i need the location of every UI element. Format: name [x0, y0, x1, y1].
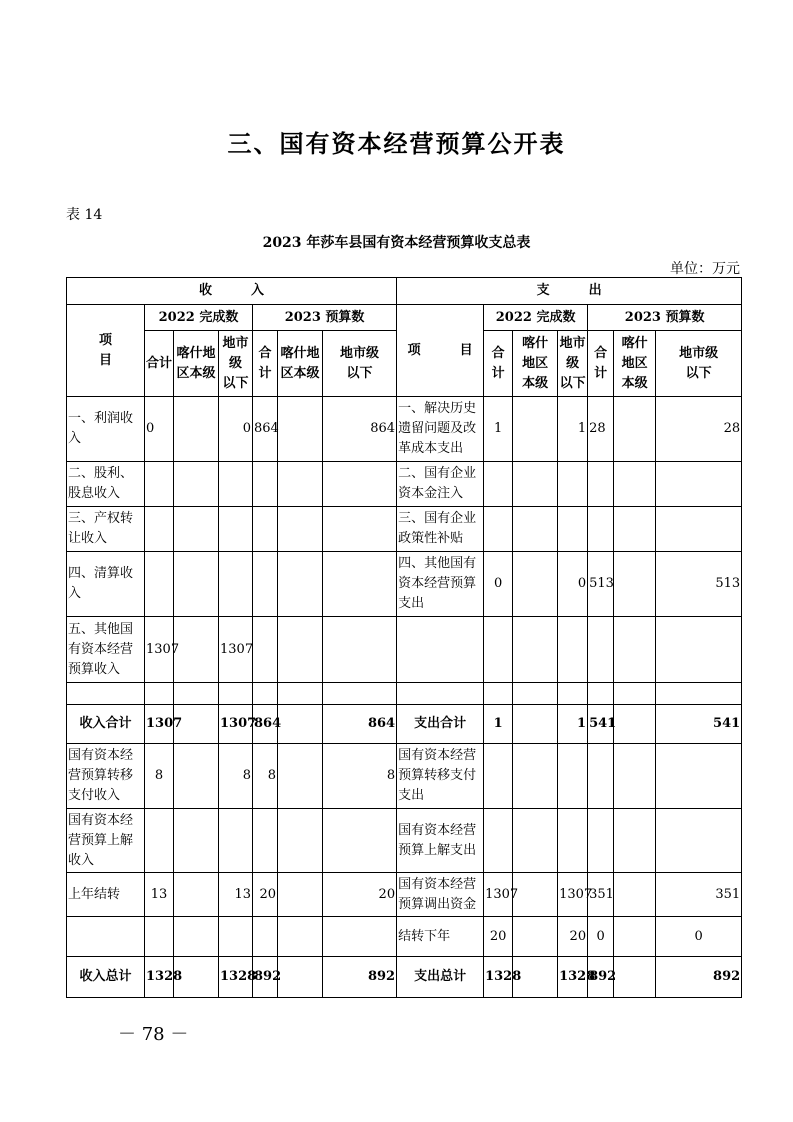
expense-2023-kashgar: [614, 917, 656, 957]
income-subtotal-label: 收入合计: [67, 705, 145, 744]
income-2022-kashgar: [174, 809, 219, 873]
expense-2023-city-header: 地市级 以下: [656, 331, 742, 397]
income-2023-city: [323, 617, 397, 683]
income-2022-total: [145, 462, 174, 507]
expense-2023-city: 0: [656, 917, 742, 957]
expense-2023-kashgar: [614, 552, 656, 617]
expense-2023-total: 0: [588, 917, 614, 957]
expense-2023-header: 2023 预算数: [588, 305, 742, 331]
income-item: [67, 917, 145, 957]
income-2023-total: 8: [253, 744, 278, 809]
income-2022-city: [219, 552, 253, 617]
income-2022-total: 0: [145, 397, 174, 462]
income-2022-header: 2022 完成数: [145, 305, 253, 331]
income-2023-kashgar: [278, 809, 323, 873]
income-2023-total: [253, 507, 278, 552]
expense-2023-kashgar: [614, 705, 656, 744]
table-number: 表 14: [66, 207, 103, 223]
expense-2022-total: 1307: [484, 873, 513, 917]
expense-2023-total-header: 合 计: [588, 331, 614, 397]
expense-2022-kashgar: [513, 552, 558, 617]
income-2022-total-header: 合计: [145, 331, 174, 397]
income-2023-city: [323, 507, 397, 552]
expense-2023-total: 351: [588, 873, 614, 917]
income-2022-kashgar: [174, 683, 219, 705]
income-item: 五、其他国有资本经营预算收入: [67, 617, 145, 683]
income-2023-city: 864: [323, 705, 397, 744]
income-2023-kashgar: [278, 957, 323, 998]
income-2023-kashgar: [278, 873, 323, 917]
expense-item: 国有资本经营预算调出资金: [397, 873, 484, 917]
expense-2023-kashgar: [614, 809, 656, 873]
income-header: 收 入: [67, 278, 397, 305]
expense-2023-total: 892: [588, 957, 614, 998]
expense-2022-kashgar-header: 喀什 地区 本级: [513, 331, 558, 397]
income-2023-kashgar-header: 喀什地 区本级: [278, 331, 323, 397]
income-2023-kashgar: [278, 917, 323, 957]
expense-2022-city: [558, 507, 588, 552]
expense-2023-total: [588, 744, 614, 809]
expense-2022-total: [484, 744, 513, 809]
expense-2023-kashgar-header: 喀什 地区 本级: [614, 331, 656, 397]
income-item: 国有资本经营预算上解收入: [67, 809, 145, 873]
expense-2023-kashgar: [614, 397, 656, 462]
income-2022-total: [145, 552, 174, 617]
expense-2022-header: 2022 完成数: [484, 305, 588, 331]
expense-item: 国有资本经营预算转移支付支出: [397, 744, 484, 809]
income-2023-city: [323, 462, 397, 507]
income-2022-city: 1307: [219, 705, 253, 744]
expense-2022-kashgar: [513, 744, 558, 809]
income-2022-kashgar: [174, 744, 219, 809]
income-2023-kashgar: [278, 705, 323, 744]
income-2023-city: [323, 917, 397, 957]
expense-item: 二、国有企业资本金注入: [397, 462, 484, 507]
expense-2022-city: 1: [558, 397, 588, 462]
income-2023-total: [253, 809, 278, 873]
expense-2023-total: 541: [588, 705, 614, 744]
income-2022-kashgar: [174, 873, 219, 917]
income-2022-total: [145, 683, 174, 705]
expense-2023-total: 513: [588, 552, 614, 617]
expense-2023-city: [656, 683, 742, 705]
income-2022-total: 1307: [145, 705, 174, 744]
expense-2023-total: [588, 462, 614, 507]
income-2023-total: [253, 683, 278, 705]
expense-2022-total: [484, 683, 513, 705]
income-2022-city: [219, 917, 253, 957]
expense-2022-total-header: 合 计: [484, 331, 513, 397]
expense-2023-city: [656, 462, 742, 507]
expense-2022-total: [484, 809, 513, 873]
expense-2022-kashgar: [513, 507, 558, 552]
income-2023-kashgar: [278, 744, 323, 809]
expense-item: 四、其他国有资本经营预算支出: [397, 552, 484, 617]
expense-2022-kashgar: [513, 705, 558, 744]
expense-2022-city: 1328: [558, 957, 588, 998]
income-2022-total: 1328: [145, 957, 174, 998]
income-2022-city: 8: [219, 744, 253, 809]
expense-2022-city: 20: [558, 917, 588, 957]
expense-item: [397, 683, 484, 705]
income-grand-total-label: 收入总计: [67, 957, 145, 998]
income-2023-total-header: 合 计: [253, 331, 278, 397]
expense-2022-kashgar: [513, 397, 558, 462]
expense-2022-kashgar: [513, 683, 558, 705]
expense-2022-kashgar: [513, 809, 558, 873]
expense-2023-total: 28: [588, 397, 614, 462]
income-item: 上年结转: [67, 873, 145, 917]
unit-label: 单位：万元: [670, 261, 740, 277]
expense-2022-city: [558, 809, 588, 873]
expense-2023-kashgar: [614, 683, 656, 705]
expense-2022-city: 1: [558, 705, 588, 744]
expense-2022-total: [484, 507, 513, 552]
expense-2022-city: [558, 617, 588, 683]
expense-2023-city: [656, 507, 742, 552]
income-2022-total: 1307: [145, 617, 174, 683]
income-item: 二、股利、股息收入: [67, 462, 145, 507]
income-2023-city-header: 地市级 以下: [323, 331, 397, 397]
expense-header: 支 出: [397, 278, 742, 305]
income-2022-kashgar: [174, 462, 219, 507]
income-2023-city: [323, 809, 397, 873]
expense-2022-city-header: 地市 级 以下: [558, 331, 588, 397]
income-2023-total: 864: [253, 705, 278, 744]
income-item-header: 项 目: [67, 305, 145, 397]
income-2023-kashgar: [278, 552, 323, 617]
income-2023-total: 20: [253, 873, 278, 917]
expense-item-header: 项 目: [397, 305, 484, 397]
expense-2022-total: 0: [484, 552, 513, 617]
income-2022-kashgar: [174, 507, 219, 552]
expense-item: [397, 617, 484, 683]
income-2022-city: 1307: [219, 617, 253, 683]
income-2022-kashgar: [174, 917, 219, 957]
expense-item: 结转下年: [397, 917, 484, 957]
income-item: [67, 683, 145, 705]
expense-2022-city: [558, 683, 588, 705]
income-2022-city: [219, 809, 253, 873]
expense-2023-kashgar: [614, 617, 656, 683]
expense-item: 一、解决历史遗留问题及改革成本支出: [397, 397, 484, 462]
expense-2023-total: [588, 683, 614, 705]
expense-2022-total: [484, 617, 513, 683]
income-2023-city: [323, 552, 397, 617]
income-2023-city: 864: [323, 397, 397, 462]
income-item: 三、产权转让收入: [67, 507, 145, 552]
page-title: 三、国有资本经营预算公开表: [227, 130, 566, 158]
income-2023-kashgar: [278, 462, 323, 507]
expense-2023-kashgar: [614, 873, 656, 917]
expense-2023-city: 351: [656, 873, 742, 917]
income-2022-city: [219, 507, 253, 552]
income-2022-total: 8: [145, 744, 174, 809]
page-number: － 78 －: [118, 1024, 189, 1045]
income-2022-city-header: 地市 级 以下: [219, 331, 253, 397]
income-2022-total: [145, 809, 174, 873]
expense-2023-kashgar: [614, 462, 656, 507]
income-2022-total: [145, 917, 174, 957]
expense-subtotal-label: 支出合计: [397, 705, 484, 744]
expense-2022-kashgar: [513, 462, 558, 507]
expense-2022-total: 1328: [484, 957, 513, 998]
income-2022-city: 1328: [219, 957, 253, 998]
income-2023-total: [253, 917, 278, 957]
expense-2022-total: 1: [484, 705, 513, 744]
expense-2022-city: 1307: [558, 873, 588, 917]
income-2022-kashgar: [174, 552, 219, 617]
income-2023-city: 892: [323, 957, 397, 998]
income-2022-city: 13: [219, 873, 253, 917]
income-2023-kashgar: [278, 507, 323, 552]
income-2023-kashgar: [278, 397, 323, 462]
expense-grand-total-label: 支出总计: [397, 957, 484, 998]
income-2022-city: 0: [219, 397, 253, 462]
income-2022-kashgar-header: 喀什地 区本级: [174, 331, 219, 397]
income-item: 一、利润收入: [67, 397, 145, 462]
income-2022-city: [219, 462, 253, 507]
expense-2022-city: [558, 462, 588, 507]
expense-2023-total: [588, 809, 614, 873]
expense-2023-city: 28: [656, 397, 742, 462]
income-2023-total: 864: [253, 397, 278, 462]
expense-2023-city: 513: [656, 552, 742, 617]
income-2023-total: [253, 617, 278, 683]
expense-2022-kashgar: [513, 917, 558, 957]
income-2023-city: [323, 683, 397, 705]
expense-2022-city: [558, 744, 588, 809]
income-2023-city: 8: [323, 744, 397, 809]
expense-2022-kashgar: [513, 873, 558, 917]
expense-2023-city: [656, 809, 742, 873]
income-item: 四、清算收入: [67, 552, 145, 617]
expense-2023-kashgar: [614, 957, 656, 998]
expense-2022-kashgar: [513, 617, 558, 683]
income-2022-total: [145, 507, 174, 552]
income-2022-city: [219, 683, 253, 705]
expense-2023-kashgar: [614, 507, 656, 552]
expense-2023-total: [588, 507, 614, 552]
income-2023-kashgar: [278, 683, 323, 705]
budget-table: [66, 277, 742, 998]
expense-2022-total: 1: [484, 397, 513, 462]
expense-2023-kashgar: [614, 744, 656, 809]
income-2022-kashgar: [174, 617, 219, 683]
income-2023-total: [253, 462, 278, 507]
income-2023-total: 892: [253, 957, 278, 998]
income-2023-kashgar: [278, 617, 323, 683]
income-2023-city: 20: [323, 873, 397, 917]
income-item: 国有资本经营预算转移支付收入: [67, 744, 145, 809]
expense-2023-city: 892: [656, 957, 742, 998]
expense-2023-total: [588, 617, 614, 683]
expense-2023-city: 541: [656, 705, 742, 744]
income-2023-header: 2023 预算数: [253, 305, 397, 331]
table-title: 2023 年莎车县国有资本经营预算收支总表: [262, 235, 531, 251]
income-2023-total: [253, 552, 278, 617]
income-2022-kashgar: [174, 397, 219, 462]
expense-2023-city: [656, 744, 742, 809]
income-2022-total: 13: [145, 873, 174, 917]
expense-2022-city: 0: [558, 552, 588, 617]
expense-item: 国有资本经营预算上解支出: [397, 809, 484, 873]
expense-2022-total: 20: [484, 917, 513, 957]
expense-item: 三、国有企业政策性补贴: [397, 507, 484, 552]
expense-2023-city: [656, 617, 742, 683]
expense-2022-total: [484, 462, 513, 507]
